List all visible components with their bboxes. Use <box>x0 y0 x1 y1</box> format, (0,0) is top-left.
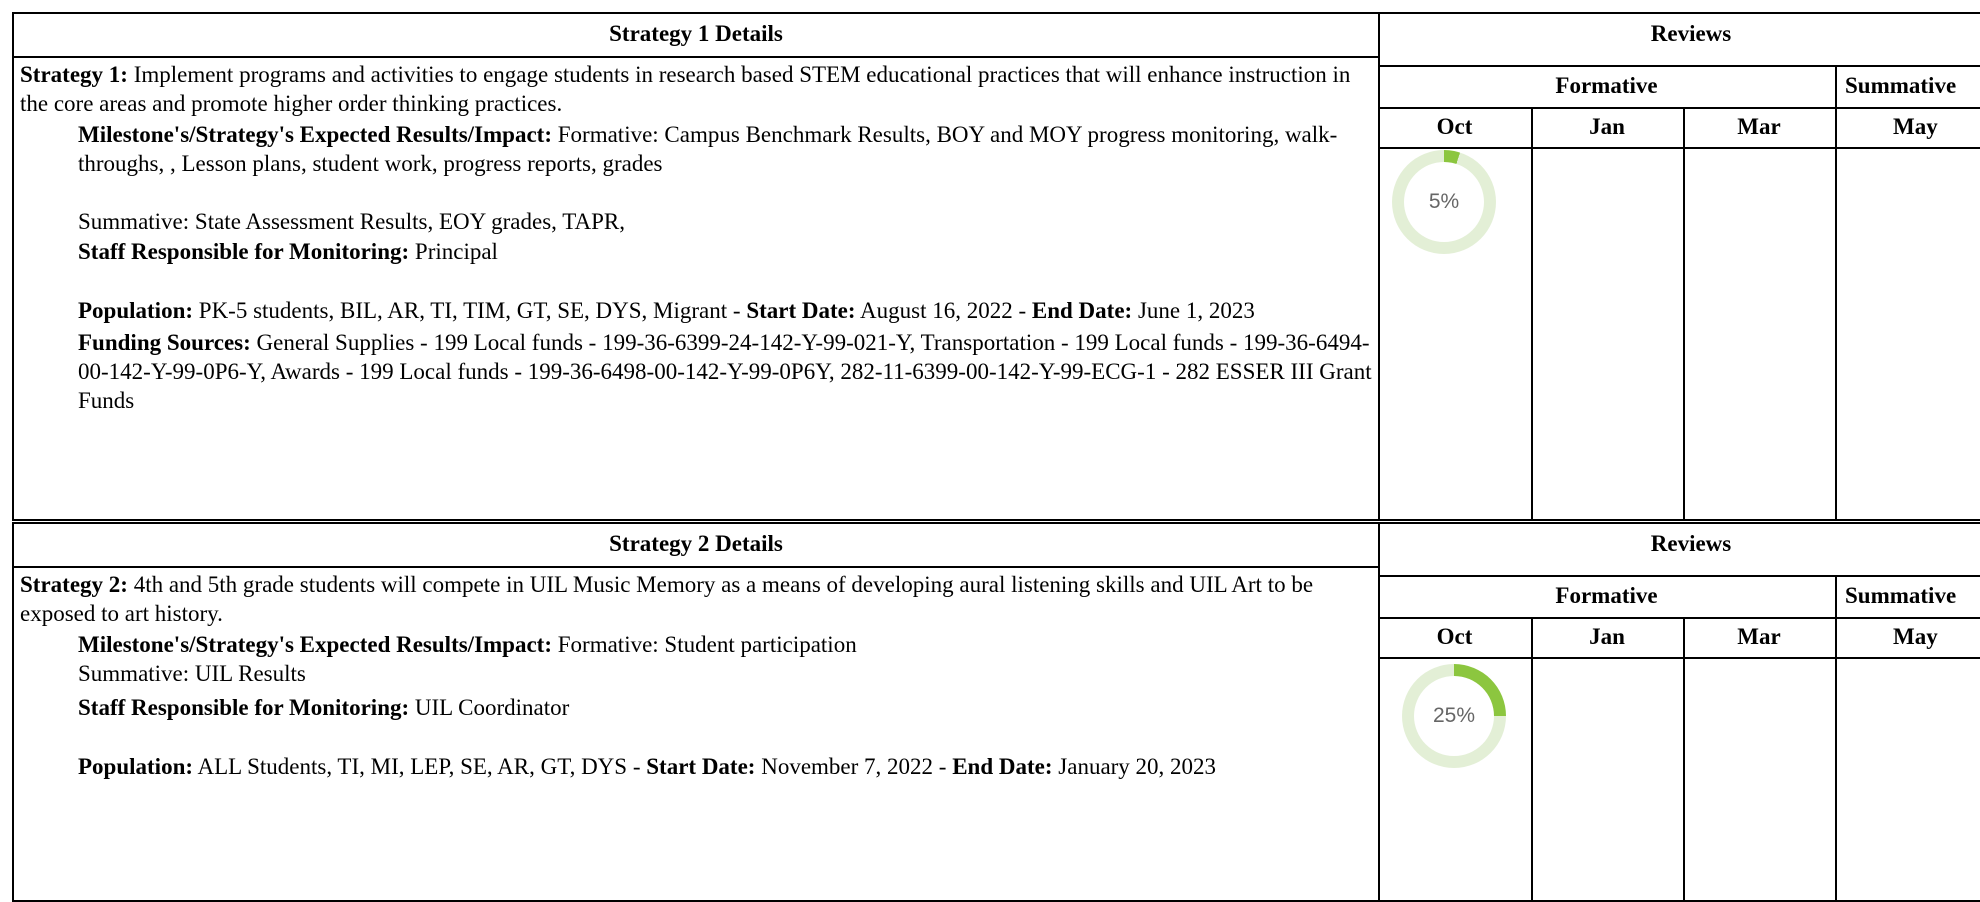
oct-progress-label: 5% <box>1404 162 1484 242</box>
staff-line <box>78 693 1372 722</box>
month-may-header: May <box>1893 114 1938 139</box>
month-mar-header: Mar <box>1737 114 1781 139</box>
month-oct-header: Oct <box>1436 624 1473 649</box>
oct-progress-ring <box>1402 664 1506 768</box>
formative-header: Formative <box>1555 583 1658 608</box>
month-jan-header: Jan <box>1589 624 1625 649</box>
summative-line: Summative: State Assessment Results, EOY grades, TAPR, <box>78 209 625 234</box>
milestone-label: Milestone's/Strategy's Expected Results/Impact: <box>78 122 552 147</box>
funding-label: Funding Sources: <box>78 330 251 355</box>
divider <box>1531 107 1533 519</box>
population-line <box>78 752 1372 781</box>
staff-text: Principal <box>409 239 498 264</box>
milestone-label: Milestone's/Strategy's Expected Results/Impact: <box>78 632 552 657</box>
strategy-label: Strategy 1: <box>20 62 128 87</box>
oct-progress-label: 25% <box>1414 676 1494 756</box>
start-date-label: Start Date: <box>646 754 756 779</box>
strategy-details <box>14 56 1378 415</box>
strategy-text: 4th and 5th grade students will compete in UIL Music Memory as a means of developing aural listening skills and UIL Art to be exposed to art history. <box>20 572 1314 626</box>
milestone-text: Formative: Campus Benchmark Results, BOY and MOY progress monitoring, walk-throughs, , Lesson plans, student work, progress reports, grades <box>78 122 1338 176</box>
start-date-label: Start Date: <box>746 298 856 323</box>
staff-text: UIL Coordinator <box>409 695 570 720</box>
funding-line <box>78 328 1372 415</box>
start-date-text: August 16, 2022 - <box>855 298 1032 323</box>
end-date-text: January 20, 2023 <box>1052 754 1217 779</box>
strategy-details <box>14 566 1378 781</box>
summative-header: Summative <box>1845 583 1957 608</box>
staff-line <box>78 237 1372 266</box>
funding-text: General Supplies - 199 Local funds - 199-36-6399-24-142-Y-99-021-Y, Transportation - 199 Local funds - 199-36-6494-00-142-Y-99-0P6-Y, Awards - 199 Local funds - 199-36-6498-00-142-Y-99-0P6Y, 282-11-6399-00-142-Y-99-ECG-1 - 282 ESSER III Grant Funds <box>78 330 1372 413</box>
divider <box>1531 617 1533 900</box>
milestone-line <box>78 120 1372 178</box>
reviews-header: Reviews <box>1650 21 1732 46</box>
staff-label: Staff Responsible for Monitoring: <box>78 239 410 264</box>
end-date-label: End Date: <box>1031 298 1133 323</box>
population-text: ALL Students, TI, MI, LEP, SE, AR, GT, DYS - <box>193 754 647 779</box>
spacer <box>78 178 1372 206</box>
strategy-text: Implement programs and activities to engage students in research based STEM educational practices that will enhance instruction in the core areas and promote higher order thinking practices. <box>20 62 1351 116</box>
divider <box>1683 617 1685 900</box>
strategy-2-block <box>12 522 1980 902</box>
end-date-label: End Date: <box>952 754 1053 779</box>
strategy-label: Strategy 2: <box>20 572 128 597</box>
end-date-text: June 1, 2023 <box>1132 298 1255 323</box>
reviews-header: Reviews <box>1650 531 1732 556</box>
population-line <box>78 296 1372 325</box>
strategy-description <box>20 60 1372 118</box>
spacer <box>78 266 1372 294</box>
summative-header: Summative <box>1845 73 1957 98</box>
month-jan-header: Jan <box>1589 114 1625 139</box>
formative-header: Formative <box>1555 73 1658 98</box>
strategy-details-header: Strategy 1 Details <box>609 21 783 46</box>
strategy-description <box>20 570 1372 628</box>
staff-label: Staff Responsible for Monitoring: <box>78 695 410 720</box>
population-label: Population: <box>78 298 194 323</box>
population-label: Population: <box>78 754 194 779</box>
month-may-header: May <box>1893 624 1938 649</box>
milestone-text: Formative: Student participation <box>552 632 857 657</box>
start-date-text: November 7, 2022 - <box>755 754 953 779</box>
divider <box>1683 107 1685 519</box>
summative-line: Summative: UIL Results <box>78 661 306 686</box>
milestone-line <box>78 630 1372 659</box>
strategy-details-header: Strategy 2 Details <box>609 531 783 556</box>
oct-progress-ring <box>1392 150 1496 254</box>
spacer <box>78 722 1372 750</box>
population-text: PK-5 students, BIL, AR, TI, TIM, GT, SE, DYS, Migrant - <box>193 298 747 323</box>
month-mar-header: Mar <box>1737 624 1781 649</box>
strategy-1-block <box>12 12 1980 521</box>
month-oct-header: Oct <box>1436 114 1473 139</box>
